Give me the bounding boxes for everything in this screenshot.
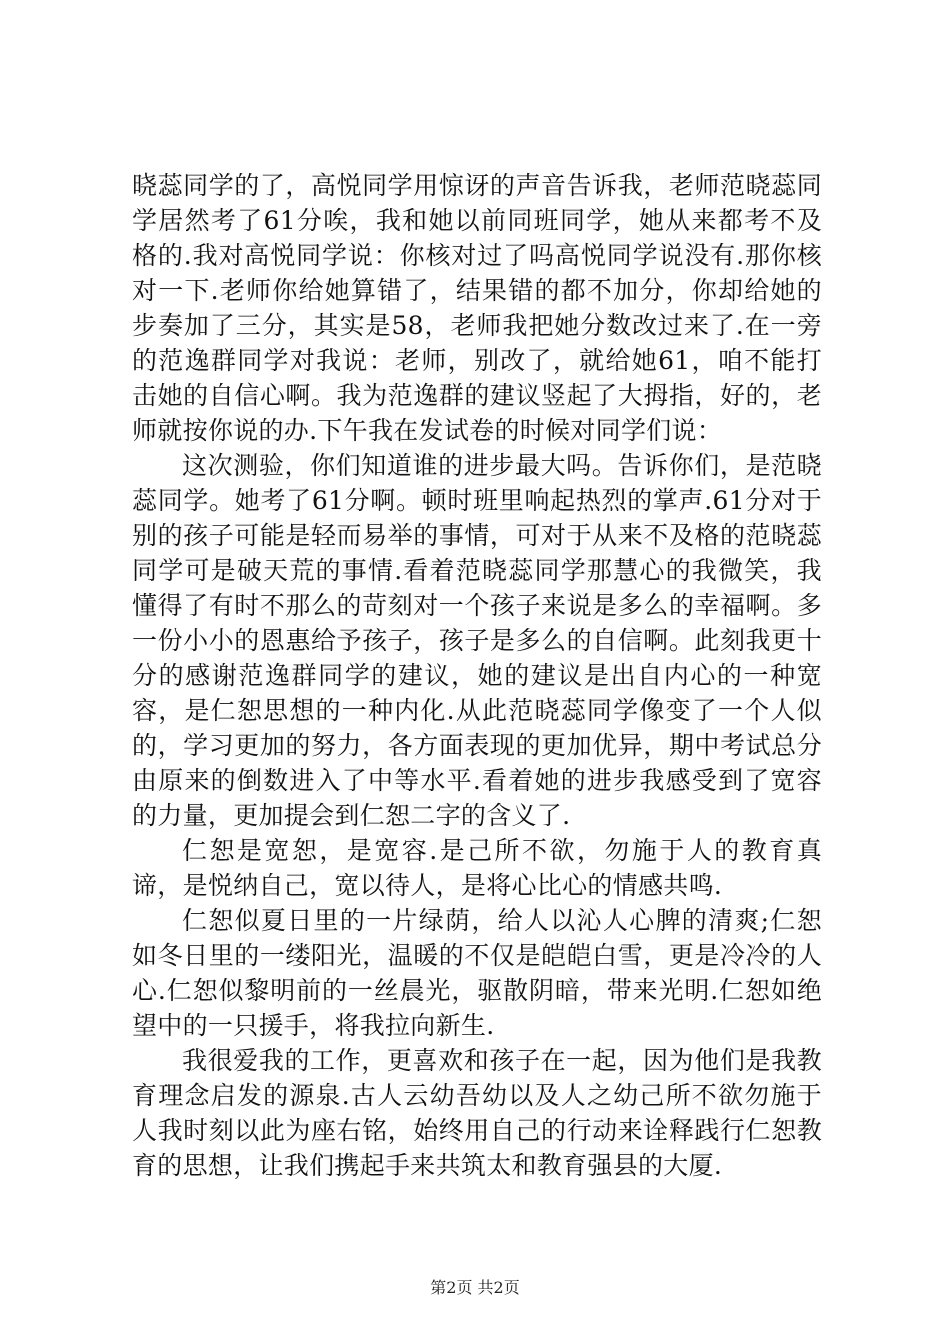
document-body (132, 168, 822, 1183)
paragraph-5: 我很爱我的工作，更喜欢和孩子在一起，因为他们是我教育理念启发的源泉.古人云幼吾幼以及人之幼己所不欲勿施于人我时刻以此为座右铭，始终用自己的行动来诠释践行仁恕教育的思想，让我们携起手来共筑太和教育强县的大厦. (132, 1046, 822, 1180)
page-number-footer: 第2页 共2页 (430, 1278, 520, 1297)
paragraph-2: 这次测验，你们知道谁的进步最大吗。告诉你们，是范晓蕊同学。她考了61分啊。顿时班里响起热烈的掌声.61分对于别的孩子可能是轻而易举的事情，可对于从来不及格的范晓蕊同学可是破天荒的事情.看着范晓蕊同学那慧心的我微笑，我懂得了有时不那么的苛刻对一个孩子来说是多么的幸福啊。多一份小小的恩惠给予孩子，孩子是多么的自信啊。此刻我更十分的感谢范逸群同学的建议，她的建议是出自内心的一种宽容，是仁恕思想的一种内化.从此范晓蕊同学像变了一个人似的，学习更加的努力，各方面表现的更加优异，期中考试总分由原来的倒数进入了中等水平.看着她的进步我感受到了宽容的力量，更加提会到仁恕二字的含义了. (132, 451, 822, 830)
paragraph-3: 仁恕是宽恕，是宽容.是己所不欲，勿施于人的教育真谛，是悦纳自己，宽以待人，是将心比心的情感共鸣. (132, 836, 822, 900)
paragraph-4: 仁恕似夏日里的一片绿荫，给人以沁人心脾的清爽;仁恕如冬日里的一缕阳光，温暖的不仅是皑皑白雪，更是冷冷的人心.仁恕似黎明前的一丝晨光，驱散阴暗，带来光明.仁恕如绝望中的一只援手，将我拉向新生. (132, 906, 822, 1040)
paragraph-1: 晓蕊同学的了，高悦同学用惊讶的声音告诉我，老师范晓蕊同学居然考了61分唉，我和她以前同班同学，她从来都考不及格的.我对高悦同学说：你核对过了吗高悦同学说没有.那你核对一下.老师你给她算错了，结果错的都不加分，你却给她的步奏加了三分，其实是58，老师我把她分数改过来了.在一旁的范逸群同学对我说：老师，别改了，就给她61，咱不能打击她的自信心啊。我为范逸群的建议竖起了大拇指，好的，老师就按你说的办.下午我在发试卷的时候对同学们说： (132, 171, 822, 445)
